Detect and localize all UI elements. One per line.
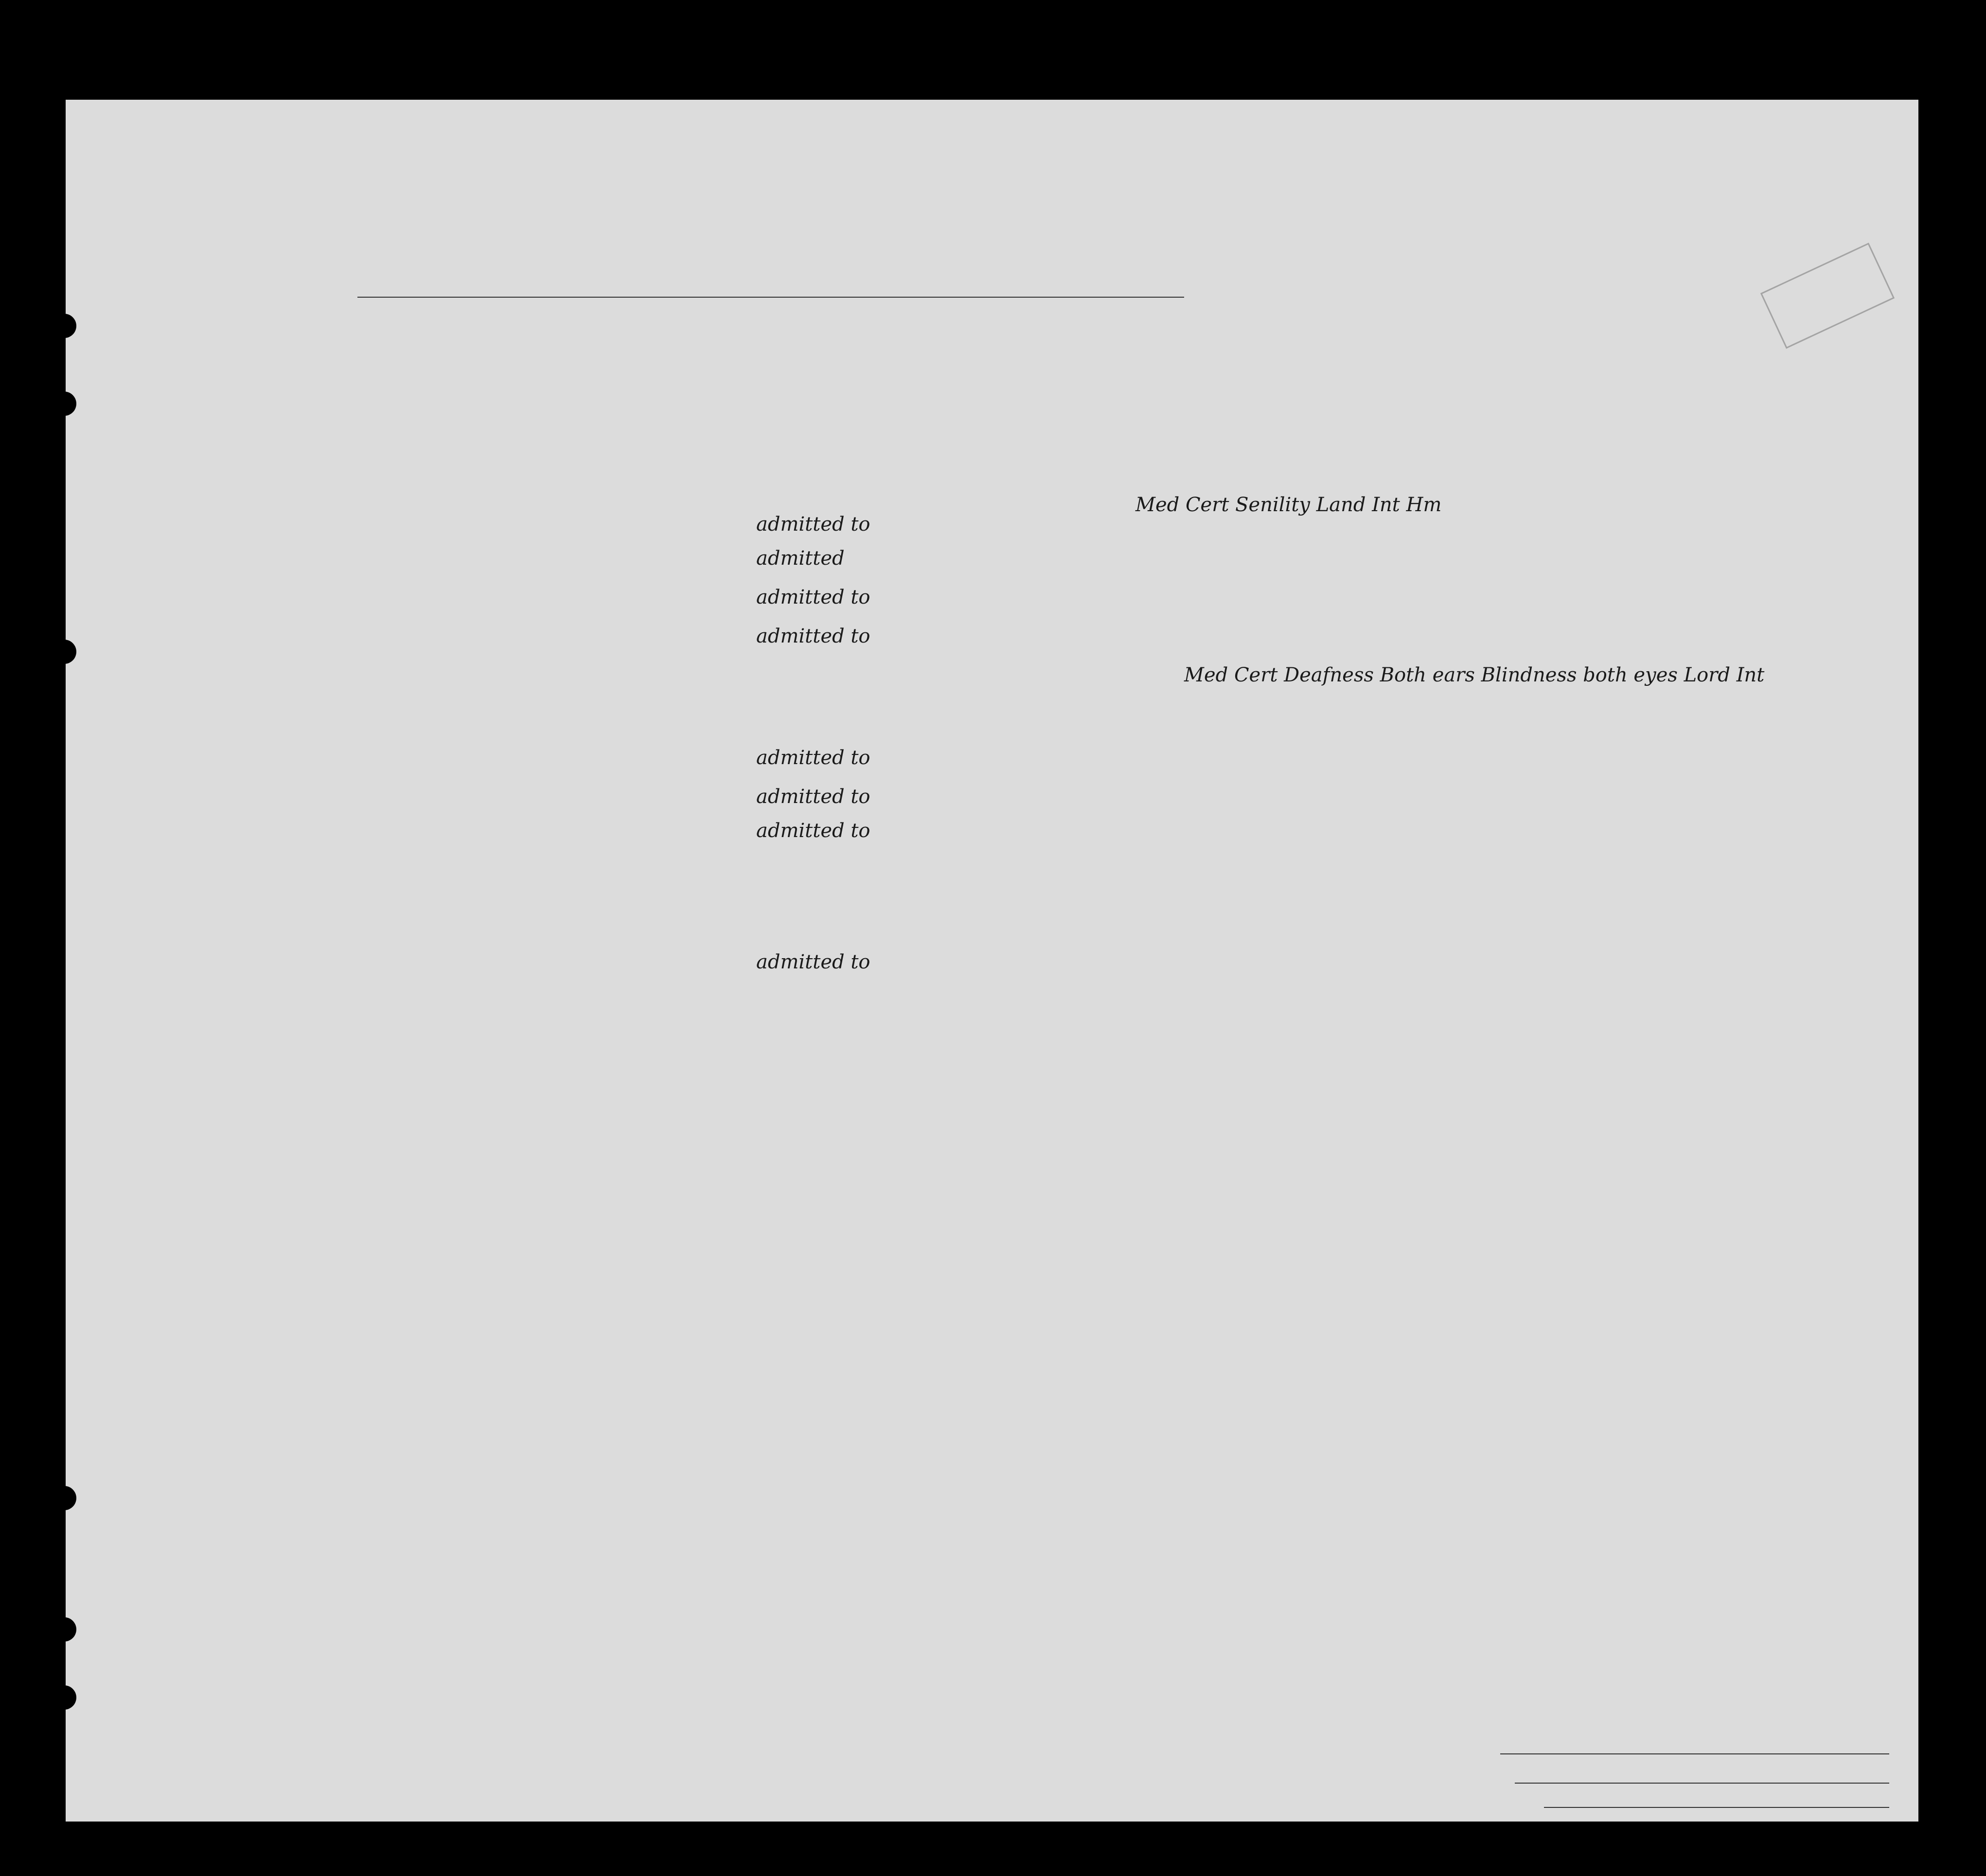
- manifest-sheet: [66, 100, 1918, 1822]
- handwritten-annotation: admitted to: [756, 820, 870, 842]
- handwritten-annotation: admitted to: [756, 513, 870, 536]
- handwritten-annotation: admitted to: [756, 786, 870, 808]
- agents-underline: [1544, 1807, 1889, 1808]
- line-underline: [1500, 1753, 1889, 1754]
- handwritten-annotation: admitted to: [756, 951, 870, 973]
- handwritten-annotation: Med Cert Deafness Both ears Blindness both eyes Lord Int: [1184, 664, 1765, 686]
- manifest-table-grid: [66, 100, 1918, 1822]
- handwritten-annotation: admitted to: [756, 625, 870, 647]
- handwritten-annotation: Med Cert Senility Land Int Hm: [1135, 494, 1442, 516]
- owners-underline: [1515, 1783, 1889, 1784]
- handwritten-annotation: admitted: [756, 547, 845, 570]
- handwritten-annotation: admitted to: [756, 586, 870, 608]
- handwritten-annotation: admitted to: [756, 747, 870, 769]
